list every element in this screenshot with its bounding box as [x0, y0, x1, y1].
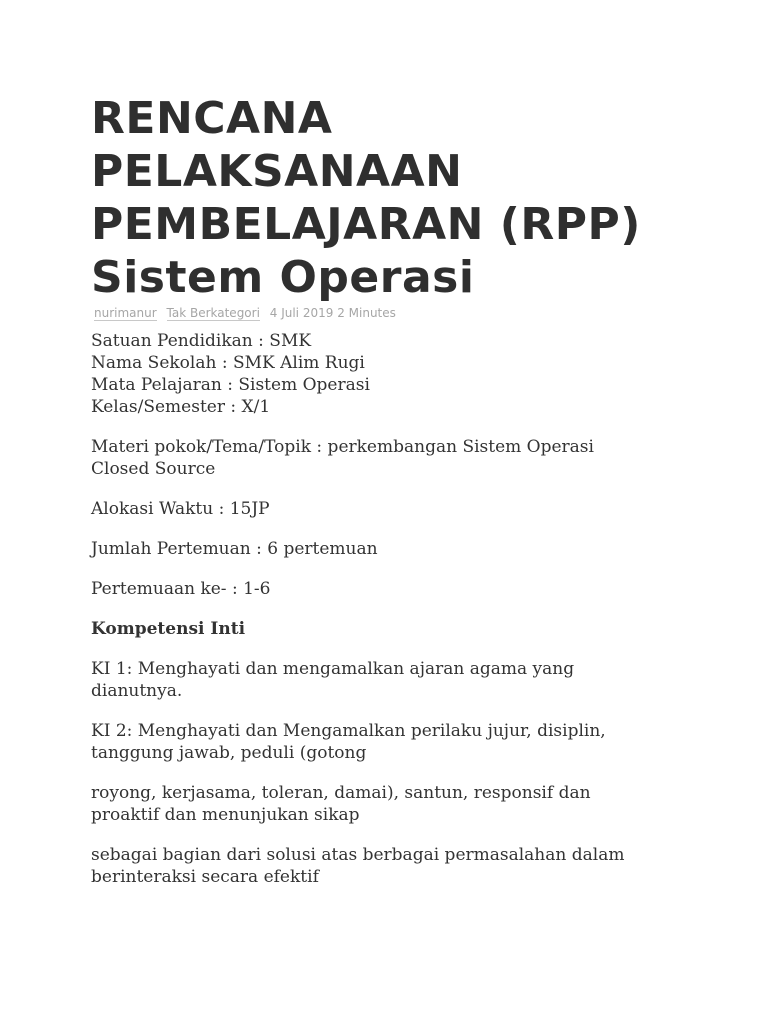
info-line: Satuan Pendidikan : SMK — [91, 331, 312, 351]
ki2b-line: proaktif dan menunjukan sikap — [91, 805, 360, 825]
ki2b-line: royong, kerjasama, toleran, damai), santun, responsif dan — [91, 783, 591, 803]
materi-paragraph — [91, 436, 678, 480]
post-meta — [94, 304, 678, 322]
materi-line: Closed Source — [91, 459, 216, 479]
ki2-line: tanggung jawab, peduli (gotong — [91, 743, 367, 763]
ki2-line: KI 2: Menghayati dan Mengamalkan perilaku jujur, disiplin, — [91, 721, 606, 741]
ki2-continued-paragraph-2 — [91, 844, 678, 888]
title-line: Sistem Operasi — [91, 252, 475, 303]
alokasi-paragraph: Alokasi Waktu : 15JP — [91, 499, 270, 519]
title-line: PELAKSANAAN — [91, 146, 463, 197]
pertemuan-paragraph: Pertemuaan ke- : 1-6 — [91, 579, 271, 599]
ki2-paragraph — [91, 720, 678, 764]
ki2c-line: berinteraksi secara efektif — [91, 867, 319, 887]
jumlah-paragraph: Jumlah Pertemuan : 6 pertemuan — [91, 539, 378, 559]
ki1-line: KI 1: Menghayati dan mengamalkan ajaran agama yang — [91, 659, 575, 679]
title-line: PEMBELAJARAN (RPP) — [91, 199, 641, 250]
article-body — [91, 330, 678, 888]
read-time: 2 Minutes — [337, 306, 396, 320]
ki1-line: dianutnya. — [91, 681, 183, 701]
ki1-paragraph — [91, 658, 678, 702]
ki2-continued-paragraph — [91, 782, 678, 826]
category-link[interactable]: Tak Berkategori — [166, 306, 260, 320]
post-date: 4 Juli 2019 — [269, 306, 334, 320]
materi-line: Materi pokok/Tema/Topik : perkembangan Sistem Operasi — [91, 437, 594, 457]
kompetensi-heading — [91, 618, 678, 640]
info-line: Nama Sekolah : SMK Alim Rugi — [91, 353, 365, 373]
kompetensi-heading-text: Kompetensi Inti — [91, 619, 246, 639]
author-link[interactable]: nurimanur — [94, 306, 157, 320]
ki2c-line: sebagai bagian dari solusi atas berbagai permasalahan dalam — [91, 845, 625, 865]
title-line: RENCANA — [91, 93, 333, 144]
info-line: Mata Pelajaran : Sistem Operasi — [91, 375, 370, 395]
article-title — [91, 92, 678, 304]
identity-block — [91, 330, 678, 418]
info-line: Kelas/Semester : X/1 — [91, 397, 271, 417]
